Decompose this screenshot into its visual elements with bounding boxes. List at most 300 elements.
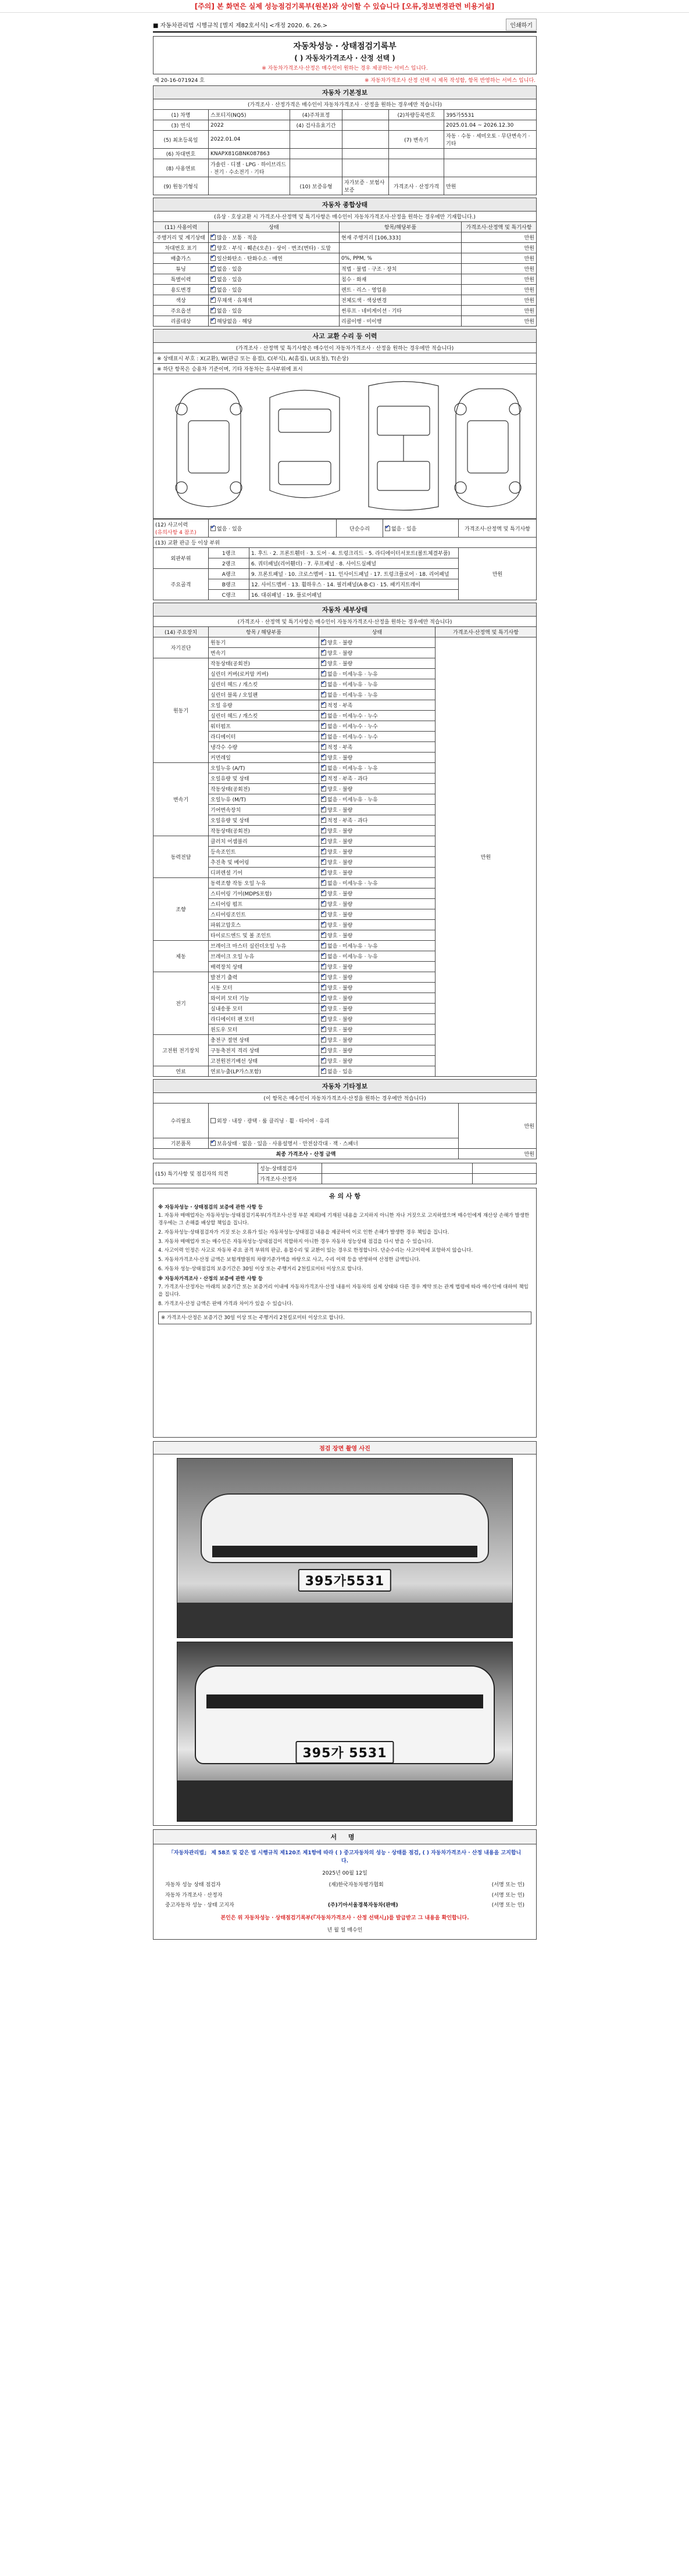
detail-item: 작동상태(공회전) <box>209 826 319 836</box>
overall-price: 만원 <box>462 253 537 264</box>
field-value: 2022.01.04 <box>209 131 290 149</box>
checkbox-icon <box>321 1027 326 1032</box>
overall-detail: 전체도색 · 색상변경 <box>340 295 462 306</box>
field-label: (4) 검사유효기간 <box>290 120 342 131</box>
checkbox-icon <box>210 245 216 250</box>
detail-item: 오일 유량 <box>209 700 319 711</box>
overall-state: ✔ 일산화탄소 · 탄화수소 · 매연 <box>209 253 340 264</box>
detail-item: 변속기 <box>209 648 319 658</box>
notes-head: 유 의 사 항 <box>329 1192 360 1200</box>
checkbox-icon <box>321 682 326 687</box>
checkbox-icon <box>321 807 326 812</box>
field-label <box>290 159 342 177</box>
note-item: 5. 자동차가격조사·산정 금액은 보험개발원의 차량기준가액을 바탕으로 사고, 수리 이력 등을 반영하여 산정한 금액입니다. <box>158 1257 420 1263</box>
detail-state: ✔ 양호 · 불량 <box>319 753 435 763</box>
detail-state: ✔ 없음 · 미세누수 · 누수 <box>319 711 435 721</box>
overall-row <box>153 274 537 285</box>
license-plate: 395가 5531 <box>295 1741 394 1764</box>
checkbox-icon <box>321 755 326 760</box>
detail-item: 라디에이터 <box>209 732 319 742</box>
checkbox-icon <box>210 277 216 282</box>
detail-item: 실내송풍 모터 <box>209 1004 319 1014</box>
field-value: KNAPX81GBNK087863 <box>209 149 290 159</box>
detail-state: ✔ 없음 · 미세누유 · 누유 <box>319 941 435 951</box>
doc-title-note: ※ 자동차가격조사·산정은 매수인이 원하는 경우 제공하는 서비스 입니다. <box>262 66 428 71</box>
detail-item: 윈도우 모터 <box>209 1024 319 1035</box>
field-value: 만원 <box>444 177 537 195</box>
sign-box <box>153 1844 537 1940</box>
detail-state: ✔ 양호 · 불량 <box>319 920 435 930</box>
detail-group: 원동기 <box>153 658 209 763</box>
checkbox-icon <box>321 692 326 697</box>
detail-item: 디퍼렌셜 기어 <box>209 868 319 878</box>
field-label: (4)주차표정 <box>290 110 342 120</box>
basic-info-row <box>153 149 537 159</box>
overall-row <box>153 264 537 274</box>
detail-item: 배력장치 상태 <box>209 962 319 972</box>
detail-state: ✔ 양호 · 불량 <box>319 784 435 794</box>
field-label: (9) 원동기형식 <box>153 177 209 195</box>
accident-history-value: ✔없음 · 있음 <box>209 520 337 538</box>
field-value <box>444 149 537 159</box>
checkbox-icon <box>210 318 216 324</box>
detail-state: ✔ 없음 · 있음 <box>319 1066 435 1077</box>
detail-item: 냉각수 수량 <box>209 742 319 753</box>
note-box: ※ 가격조사·산정은 보증기간 30일 이상 또는 주행거리 2천킬로미터 이상으로 합니다. <box>158 1312 531 1325</box>
outer-rank-2-items: 6. 쿼터패널(리어휀더) · 7. 루프패널 · 8. 사이드실패널 <box>249 558 459 569</box>
ground <box>177 1780 512 1821</box>
overall-price: 만원 <box>462 264 537 274</box>
detail-item: 파워고압호스 <box>209 920 319 930</box>
detail-state: ✔ 없음 · 미세누유 · 누유 <box>319 794 435 805</box>
checkbox-icon <box>321 891 326 896</box>
detail-state: ✔ 없음 · 미세누수 · 누수 <box>319 721 435 732</box>
checkbox-icon <box>321 954 326 959</box>
detail-group: 자기진단 <box>153 637 209 658</box>
overall-detail: 0%, PPM, % <box>340 253 462 264</box>
checkbox-icon <box>321 671 326 676</box>
detail-price: 만원 <box>435 637 537 1077</box>
detail-state: ✔ 양호 · 불량 <box>319 1004 435 1014</box>
checkbox-icon <box>321 974 326 980</box>
overall-row <box>153 253 537 264</box>
overall-price: 만원 <box>462 316 537 327</box>
field-value: 2025.01.04 ~ 2026.12.30 <box>444 120 537 131</box>
detail-state: ✔ 양호 · 불량 <box>319 899 435 909</box>
accident-price-header: 가격조사·산정액 및 특기사항 <box>459 520 537 538</box>
detail-state: ✔ 없음 · 미세누유 · 누유 <box>319 763 435 773</box>
outer-rank-2: 2랭크 <box>209 558 249 569</box>
overall-header: 가격조사·산정액 및 특기사항 <box>462 222 537 232</box>
sign-footer: 본인은 위 자동차성능 · 상태점검기록부(『자동차가격조사 · 산정 선택시』)를 발급받고 그 내용을 확인합니다. <box>220 1915 469 1922</box>
detail-state: ✔ 양호 · 불량 <box>319 648 435 658</box>
detail-state: ✔ 양호 · 불량 <box>319 826 435 836</box>
detail-header: 항목 / 해당부품 <box>209 627 319 637</box>
field-value: 스포티지(NQ5) <box>209 110 290 120</box>
checkbox-icon <box>321 723 326 729</box>
field-value: 395가5531 <box>444 110 537 120</box>
field-value: 가솔린 · 디젤 · LPG · 하이브리드 · 전기 · 수소전기 · 기타 <box>209 159 290 177</box>
field-value <box>444 159 537 177</box>
checkbox-icon <box>321 661 326 666</box>
checkbox-icon <box>321 901 326 907</box>
field-value <box>342 149 389 159</box>
basic-info-row <box>153 120 537 131</box>
main-rank-a: A랭크 <box>209 569 249 579</box>
main-frame-label: 주요골격 <box>153 569 209 600</box>
title-box <box>153 36 537 74</box>
field-value <box>342 110 389 120</box>
checkbox-icon <box>321 713 326 718</box>
meta-line <box>153 74 537 85</box>
detail-group: 변속기 <box>153 763 209 836</box>
overall-state: ✔ 없음 · 있음 <box>209 285 340 295</box>
checkbox-icon <box>321 1048 326 1053</box>
overall-label: 주요옵션 <box>153 306 209 316</box>
checkbox-icon <box>321 1006 326 1011</box>
photo-section <box>153 1441 537 1826</box>
detail-state: ✔ 없음 · 미세누유 · 누유 <box>319 679 435 690</box>
overall-price: 만원 <box>462 285 537 295</box>
detail-state: ✔ 양호 · 불량 <box>319 847 435 857</box>
sign-footer-2: 년 월 일 매수인 <box>327 1927 363 1933</box>
checkbox-icon <box>321 943 326 948</box>
detail-table <box>153 626 537 1077</box>
document-header <box>153 17 537 33</box>
field-value <box>342 131 389 149</box>
notes-box <box>153 1188 537 1438</box>
detail-state: ✔ 양호 · 불량 <box>319 857 435 868</box>
basic-items-values: ✔ 보유상태 · 없음 · 있음 · 사용설명서 · 안전삼각대 · 잭 · 스패너 <box>209 1138 459 1149</box>
overall-header: 항목/해당부품 <box>340 222 462 232</box>
detail-state: ✔ 양호 · 불량 <box>319 972 435 983</box>
checkbox-icon <box>321 912 326 917</box>
overall-detail: 렌트 · 리스 · 영업용 <box>340 285 462 295</box>
photo-title: 점검 장면 촬영 사진 <box>153 1442 536 1454</box>
repair-needed-label: 수리필요 <box>153 1104 209 1138</box>
field-label: (3) 연식 <box>153 120 209 131</box>
accident-table <box>153 519 537 600</box>
overall-label: 튜닝 <box>153 264 209 274</box>
detail-item: 기어변속장치 <box>209 805 319 815</box>
field-value <box>342 120 389 131</box>
basic-info-row <box>153 131 537 149</box>
detail-state: ✔ 양호 · 불량 <box>319 930 435 941</box>
note-item: 1. 자동차 매매업자는 자동차성능·상태점검기록부(가격조사·산정 부분 제외)에 기재된 내용을 고지하지 아니한 자나 거짓으로 고지하였으며 매수인에게 재산상 손해가 발생한 경우에는 그 손해를 배상할 책임을 집니다. <box>158 1213 530 1226</box>
field-value: 2022 <box>209 120 290 131</box>
overall-state: ✔ 없음 · 있음 <box>209 274 340 285</box>
license-plate: 395가5531 <box>298 1569 391 1592</box>
checker-role: 성능·상태점검자 <box>258 1163 322 1174</box>
accident-sub: (가격조사 · 산정액 및 특기사항은 매수인이 자동차가격조사 · 산정을 원하는 경우에만 적습니다) <box>153 342 537 353</box>
overall-state: ✔ 많음 · 보통 · 적음 <box>209 232 340 243</box>
checker-table <box>153 1163 537 1184</box>
basic-info-table <box>153 109 537 195</box>
field-label: (1) 차명 <box>153 110 209 120</box>
law-reference: ■ 자동차관리법 시행규칙 [별지 제82호서식] <개정 2020. 6. 26.> <box>153 22 328 29</box>
detail-item: 추진축 및 베어링 <box>209 857 319 868</box>
checkbox-icon <box>321 985 326 990</box>
checkbox-icon <box>321 650 326 655</box>
overall-state: ✔ 해당없음 · 해당 <box>209 316 340 327</box>
detail-state: ✔ 양호 · 불량 <box>319 836 435 847</box>
detail-state: ✔ 적정 · 부족 · 과다 <box>319 773 435 784</box>
detail-item: 동력조향 작동 오일 누유 <box>209 878 319 888</box>
checkbox-icon <box>210 298 216 303</box>
detail-item: 라디에이터 팬 모터 <box>209 1014 319 1024</box>
field-label: (6) 차대번호 <box>153 149 209 159</box>
detail-item: 스티어링조인트 <box>209 909 319 920</box>
detail-item: 커먼레일 <box>209 753 319 763</box>
main-rank-a-items: 9. 프론트패널 · 10. 크로스멤버 · 11. 인사이드패널 · 17. 트렁크플로어 · 18. 리어패널 <box>249 569 459 579</box>
sign-row: 자동차 가격조사 · 산정자 (서명 또는 인) <box>165 1892 524 1898</box>
checkbox-icon <box>321 964 326 969</box>
checkbox-icon <box>321 797 326 802</box>
basic-info-row <box>153 159 537 177</box>
detail-item: 브레이크 오일 누유 <box>209 951 319 962</box>
sign-title: 서 명 <box>153 1829 537 1844</box>
field-label: (10) 보증유형 <box>290 177 342 195</box>
overall-row <box>153 285 537 295</box>
outer-panel-label: 외판부위 <box>153 548 209 569</box>
overall-row <box>153 316 537 327</box>
detail-state: ✔ 적정 · 부족 · 과다 <box>319 815 435 826</box>
field-label <box>290 149 342 159</box>
sign-row: 자동차 성능 상태 점검자 (재)한국자동차평가협회 (서명 또는 인) <box>165 1882 524 1889</box>
detail-state: ✔ 양호 · 불량 <box>319 962 435 972</box>
car-outline-drawing <box>153 374 536 518</box>
detail-state: ✔ 양호 · 불량 <box>319 1014 435 1024</box>
detail-item: 타이로드엔드 및 볼 조인트 <box>209 930 319 941</box>
doc-subtitle: ( ) 자동차가격조사 · 산정 선택 ) <box>294 54 395 62</box>
checkbox-icon <box>321 849 326 854</box>
exchange-parts-label: (13) 교환 판금 등 이상 부위 <box>153 538 537 548</box>
field-label: 가격조사 · 산정가격 <box>389 177 444 195</box>
detail-state: ✔ 없음 · 미세누유 · 누유 <box>319 951 435 962</box>
overall-sub: (유상 · 호상교환 시 가격조사·산정액 및 특기사항은 매수인이 자동차가격조사·산정을 원하는 경우에만 기재합니다.) <box>153 211 537 221</box>
detail-state: ✔ 없음 · 미세누유 · 누유 <box>319 690 435 700</box>
detail-group: 연료 <box>153 1066 209 1077</box>
detail-state: ✔ 양호 · 불량 <box>319 805 435 815</box>
accident-title: 사고 교환 수리 등 이력 <box>153 329 537 342</box>
sign-date: 2025년 00월 12일 <box>322 1870 367 1876</box>
car-grille <box>212 1546 477 1557</box>
overall-state: ✔ 양호 · 부식 · 훼손(오손) · 상이 · 변조(변타) · 도말 <box>209 243 340 253</box>
main-rank-c: C랭크 <box>209 590 249 600</box>
detail-group: 고전원 전기장치 <box>153 1035 209 1066</box>
note-item: 8. 가격조사·산정 금액은 판매 가격과 차이가 있을 수 있습니다. <box>158 1300 294 1307</box>
detail-item: 충전구 절연 상태 <box>209 1035 319 1045</box>
field-label <box>389 120 444 131</box>
note-item: 2. 자동차성능·상태점검자가 거짓 또는 오류가 있는 자동차성능·상태점검 내용을 제공하여 이로 인한 손해가 발생한 경우 책임을 집니다. <box>158 1229 449 1235</box>
checkbox-icon <box>210 308 216 313</box>
note-item: 6. 자동차 성능·상태점검의 보증기간은 30일 이상 또는 주행거리 2천킬로미터 이상으로 합니다. <box>158 1266 363 1272</box>
detail-state: ✔ 양호 · 불량 <box>319 993 435 1004</box>
detail-state: ✔ 양호 · 불량 <box>319 1045 435 1056</box>
rear-photo <box>177 1642 513 1822</box>
other-info-sub: (이 항목은 매수인이 자동차가격조사·산정을 원하는 경우에만 적습니다) <box>153 1092 537 1103</box>
detail-item: 워터펌프 <box>209 721 319 732</box>
checkbox-icon <box>321 818 326 823</box>
simple-repair-value: ✔ 없음 · 있음 <box>383 520 459 538</box>
checkbox-icon <box>321 870 326 875</box>
overall-row <box>153 306 537 316</box>
overall-label: 주행거리 및 계기상태 <box>153 232 209 243</box>
detail-item: 작동상태(공회전) <box>209 784 319 794</box>
checkbox-icon <box>321 828 326 833</box>
main-rank-b-items: 12. 사이드멤버 · 13. 휠하우스 · 14. 필러패널(A·B·C) · 15. 패키지트레이 <box>249 579 459 590</box>
checkbox-icon <box>321 995 326 1001</box>
detail-item: 오일유량 및 상태 <box>209 815 319 826</box>
checkbox-icon <box>321 1037 326 1042</box>
detail-title: 자동차 세부상태 <box>153 603 537 616</box>
overall-header: (11) 사용이력 <box>153 222 209 232</box>
detail-item: 브레이크 마스터 실린더오일 누유 <box>209 941 319 951</box>
overall-label: 차대번호 표기 <box>153 243 209 253</box>
basic-info-title: 자동차 기본정보 <box>153 85 537 99</box>
checkbox-icon <box>321 765 326 771</box>
checkbox-icon <box>321 703 326 708</box>
detail-group: 전기 <box>153 972 209 1035</box>
note-item: 4. 사고이력 인정은 사고로 자동차 주요 골격 부위의 판금, 용접수리 및 교환이 있는 경우로 한정합니다. 단순수리는 사고이력에 포함하지 않습니다. <box>158 1248 473 1254</box>
overall-detail: 썬루프 · 네비게이션 · 기타 <box>340 306 462 316</box>
detail-state: ✔ 양호 · 불량 <box>319 983 435 993</box>
detail-group: 조향 <box>153 878 209 941</box>
checkbox-icon <box>210 235 216 240</box>
detail-item: 실린더 헤드 / 개스킷 <box>209 679 319 690</box>
overall-price: 만원 <box>462 306 537 316</box>
detail-state: ✔ 양호 · 불량 <box>319 658 435 669</box>
other-info-table <box>153 1103 537 1159</box>
basic-info-row <box>153 177 537 195</box>
checkbox-icon <box>321 786 326 791</box>
overall-label: 특별이력 <box>153 274 209 285</box>
checkbox-icon <box>321 922 326 927</box>
field-label: (8) 사용연료 <box>153 159 209 177</box>
print-button[interactable]: 인쇄하기 <box>506 19 537 31</box>
notes-subhead-2: ※ 자동차가격조사 · 산정의 보증에 관한 사항 등 <box>158 1276 263 1282</box>
detail-state: ✔ 없음 · 미세누유 · 누유 <box>319 878 435 888</box>
detail-item: 작동상태(공회전) <box>209 658 319 669</box>
detail-state: ✔ 양호 · 불량 <box>319 909 435 920</box>
checker-role: 가격조사·산정자 <box>258 1174 322 1184</box>
accident-legend: ※ 상태표시 부호 : X(교환), W(판금 또는 용접), C(부식), A(흠집), U(요철), T(손상) <box>153 353 537 363</box>
overall-detail: 리콜이행 · 미이행 <box>340 316 462 327</box>
checkbox-icon <box>321 839 326 844</box>
basic-info-sub: (가격조사 · 산정가격은 매수인이 자동차가격조사 · 산정을 원하는 경우에만 적습니다) <box>153 99 537 109</box>
checkbox-icon <box>210 287 216 292</box>
field-value: 자가보증 · 보험사보증 <box>342 177 389 195</box>
main-rank-b: B랭크 <box>209 579 249 590</box>
detail-item: 시동 모터 <box>209 983 319 993</box>
overall-label: 리콜대상 <box>153 316 209 327</box>
overall-row <box>153 243 537 253</box>
basic-items-label: 기본품목 <box>153 1138 209 1149</box>
overall-table <box>153 221 537 327</box>
field-label <box>389 149 444 159</box>
car-rear-window <box>206 1694 483 1708</box>
note-item: 3. 자동차 매매업자 또는 매수인은 자동차성능·상태점검이 적합하지 아니한 경우 자동차 성능상태 점검을 다시 받을 수 있습니다. <box>158 1238 433 1245</box>
other-info-title: 자동차 기타정보 <box>153 1079 537 1092</box>
detail-state: ✔ 양호 · 불량 <box>319 637 435 648</box>
field-value <box>209 177 290 195</box>
overall-label: 색상 <box>153 295 209 306</box>
detail-state: ✔ 없음 · 미세누수 · 누수 <box>319 732 435 742</box>
front-photo <box>177 1458 513 1638</box>
checkbox-icon <box>210 256 216 261</box>
detail-state: ✔ 적정 · 부족 <box>319 700 435 711</box>
detail-item: 고전원전기배선 상태 <box>209 1056 319 1066</box>
overall-title: 자동차 종합상태 <box>153 198 537 211</box>
overall-price: 만원 <box>462 243 537 253</box>
detail-state: ✔ 양호 · 불량 <box>319 888 435 899</box>
overall-detail: 적법 · 불법 · 구조 · 장치 <box>340 264 462 274</box>
checkbox-icon <box>321 1016 326 1022</box>
doc-title: 자동차성능 · 상태점검기록부 <box>293 42 397 51</box>
overall-label: 배출가스 <box>153 253 209 264</box>
detail-item: 오일누유 (A/T) <box>209 763 319 773</box>
detail-row <box>153 637 537 648</box>
sign-statement: 「자동차관리법」 제 58조 및 같은 법 시행규칙 제120조 제1항에 따라 ( ) 중고자동차의 성능 · 상태를 점검, ( ) 자동차가격조사 · 산정 내용을 고지합니다. <box>168 1850 522 1865</box>
detail-state: ✔ 적정 · 부족 <box>319 742 435 753</box>
overall-label: 용도변경 <box>153 285 209 295</box>
overall-state: ✔ 무채색 · 유채색 <box>209 295 340 306</box>
overall-state: ✔ 없음 · 있음 <box>209 264 340 274</box>
detail-group: 제동 <box>153 941 209 972</box>
detail-item: 오일유량 및 상태 <box>209 773 319 784</box>
checkbox-icon <box>321 776 326 781</box>
field-value <box>342 159 389 177</box>
field-label <box>389 159 444 177</box>
overall-detail <box>340 243 462 253</box>
inspection-record <box>153 17 537 1940</box>
car-damage-diagram <box>153 374 537 519</box>
detail-item: 스티어링 기어(MDPS포함) <box>209 888 319 899</box>
notes-subhead-1: ※ 자동차성능 · 상태점검의 보증에 관한 사항 등 <box>158 1204 263 1210</box>
overall-state: ✔ 없음 · 있음 <box>209 306 340 316</box>
sign-row: 중고자동차 성능 · 상태 고지자 (주)기아서울경북자동차(판매) (서명 또는 인) <box>165 1902 524 1908</box>
overall-detail: 침수 · 화재 <box>340 274 462 285</box>
detail-item: 발전기 출력 <box>209 972 319 983</box>
detail-item: 실린더 블록 / 오일팬 <box>209 690 319 700</box>
detail-item: 실린더 커버(로커암 커버) <box>209 669 319 679</box>
field-value: 자동 · 수동 · 세미오토 · 무단변속기 · 기타 <box>444 131 537 149</box>
field-label: (2)차량등록번호 <box>389 110 444 120</box>
detail-item: 클러치 어셈블리 <box>209 836 319 847</box>
detail-state: ✔ 양호 · 불량 <box>319 1024 435 1035</box>
checkbox-icon <box>321 744 326 750</box>
ground <box>177 1603 512 1638</box>
detail-item: 실린더 헤드 / 개스킷 <box>209 711 319 721</box>
checker-opinion-label: (15) 특기사항 및 점검자의 의견 <box>153 1163 258 1184</box>
detail-item: 오일누유 (M/T) <box>209 794 319 805</box>
field-label: (5) 최초등록일 <box>153 131 209 149</box>
checkbox-icon <box>321 859 326 865</box>
simple-repair-label: 단순수리 <box>337 520 383 538</box>
field-label: (7) 변속기 <box>389 131 444 149</box>
final-price-label: 최종 가격조사 · 산정 금액 <box>153 1149 459 1159</box>
overall-detail: 현재 주행거리 [106,333] <box>340 232 462 243</box>
detail-header: 가격조사·산정액 및 특기사항 <box>435 627 537 637</box>
detail-item: 등속조인트 <box>209 847 319 857</box>
detail-item: 원동기 <box>209 637 319 648</box>
detail-item: 스티어링 펌프 <box>209 899 319 909</box>
overall-price: 만원 <box>462 274 537 285</box>
record-number: 제 20-16-071924 호 <box>154 78 205 84</box>
checkbox-icon <box>321 1058 326 1063</box>
checkbox-icon <box>321 640 326 645</box>
checkbox-icon <box>321 1069 326 1074</box>
